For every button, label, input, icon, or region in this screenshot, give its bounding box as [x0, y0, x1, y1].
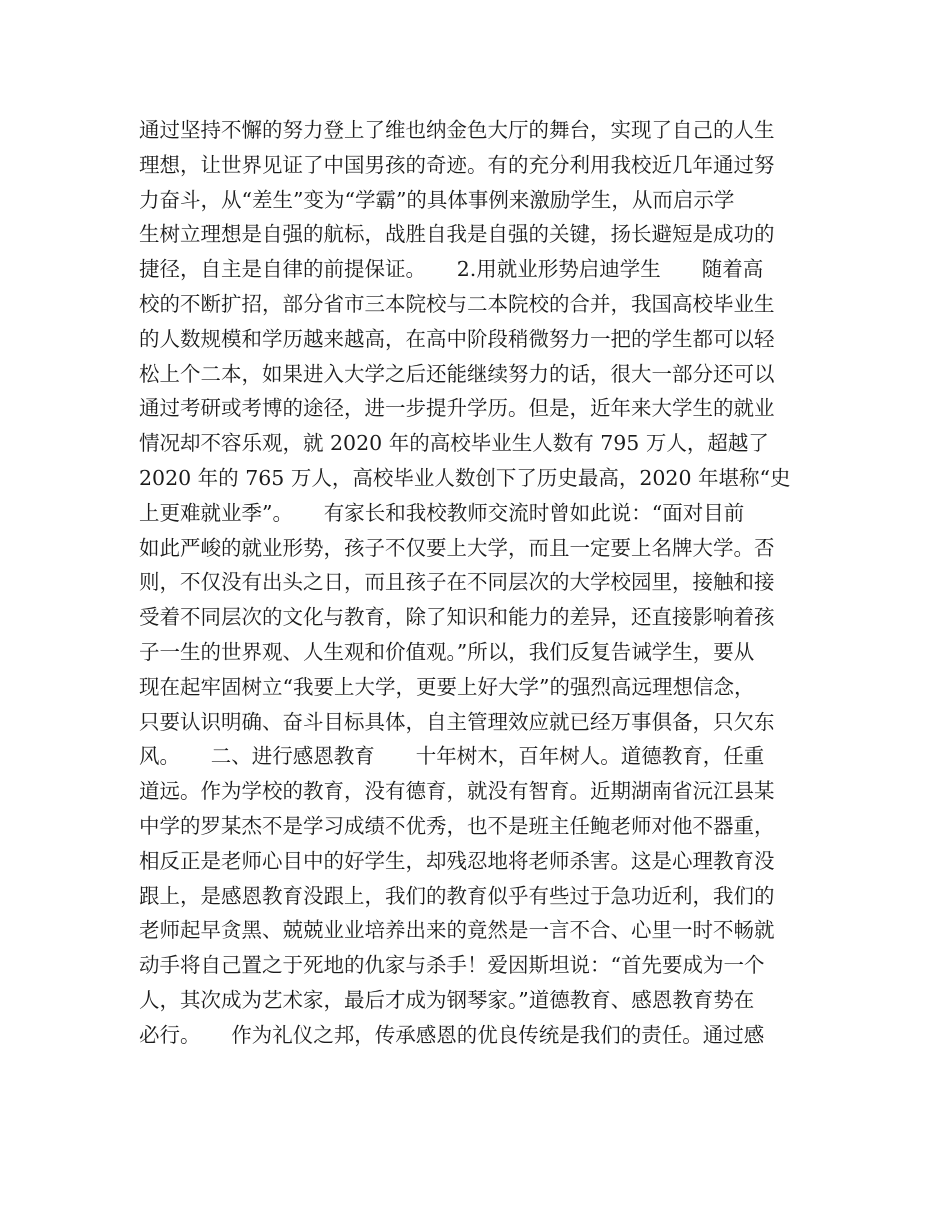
text-line: 现在起牢固树立“我要上大学，更要上好大学”的强烈高远理想信念， — [139, 674, 755, 699]
text-line: 上更难就业季”。 有家长和我校教师交流时曾如此说：“面对目前 — [139, 500, 745, 525]
text-line: 动手将自己置之于死地的仇家与杀手！爱因斯坦说：“首先要成为一个 — [139, 953, 765, 978]
text-line: 必行。 作为礼仪之邦，传承感恩的优良传统是我们的责任。通过感 — [139, 1022, 765, 1047]
text-line: 中学的罗某杰不是学习成绩不优秀，也不是班主任鲍老师对他不器重， — [139, 813, 775, 838]
text-line: 如此严峻的就业形势，孩子不仅要上大学，而且一定要上名牌大学。否 — [139, 535, 775, 560]
text-line: 只要认识明确、奋斗目标具体，自主管理效应就已经万事俱备，只欠东 — [139, 709, 775, 734]
text-line: 松上个二本，如果进入大学之后还能继续努力的话，很大一部分还可以 — [139, 361, 775, 386]
text-line: 子一生的世界观、人生观和价值观。”所以，我们反复告诫学生，要从 — [139, 639, 755, 664]
text-line: 情况却不容乐观，就 2020 年的高校毕业生人数有 795 万人，超越了 — [139, 431, 769, 456]
text-line: 通过考研或考博的途径，进一步提升学历。但是，近年来大学生的就业 — [139, 396, 775, 421]
text-line: 通过坚持不懈的努力登上了维也纳金色大厅的舞台，实现了自己的人生 — [139, 118, 775, 142]
text-line: 老师起早贪黑、兢兢业业培养出来的竟然是一言不合、心里一时不畅就 — [139, 918, 775, 943]
text-line: 的人数规模和学历越来越高，在高中阶段稍微努力一把的学生都可以轻 — [139, 326, 775, 351]
text-line: 道远。作为学校的教育，没有德育，就没有智育。近期湖南省沅江县某 — [139, 779, 775, 804]
text-line: 则，不仅没有出头之日，而且孩子在不同层次的大学校园里，接触和接 — [139, 570, 775, 595]
text-line: 力奋斗，从“差生”变为“学霸”的具体事例来激励学生，从而启示学 — [139, 187, 735, 212]
text-line: 受着不同层次的文化与教育，除了知识和能力的差异，还直接影响着孩 — [139, 605, 775, 630]
text-line: 人，其次成为艺术家，最后才成为钢琴家。”道德教育、感恩教育势在 — [139, 987, 755, 1012]
text-line: 捷径，自主是自律的前提保证。 2.用就业形势启迪学生 随着高 — [139, 257, 764, 282]
text-line: 理想，让世界见证了中国男孩的奇迹。有的充分利用我校近几年通过努 — [139, 152, 775, 177]
text-line: 风。 二、进行感恩教育 十年树木，百年树人。道德教育，任重 — [139, 744, 765, 769]
text-line: 2020 年的 765 万人，高校毕业人数创下了历史最高，2020 年堪称“史 — [139, 465, 791, 490]
text-line: 相反正是老师心目中的好学生，却残忍地将老师杀害。这是心理教育没 — [139, 848, 775, 873]
text-line: 跟上，是感恩教育没跟上，我们的教育似乎有些过于急功近利，我们的 — [139, 883, 775, 908]
text-line: 校的不断扩招，部分省市三本院校与二本院校的合并，我国高校毕业生 — [139, 291, 775, 316]
text-line: 生树立理想是自强的航标，战胜自我是自强的关键，扬长避短是成功的 — [139, 222, 775, 247]
body-text — [139, 113, 819, 1053]
